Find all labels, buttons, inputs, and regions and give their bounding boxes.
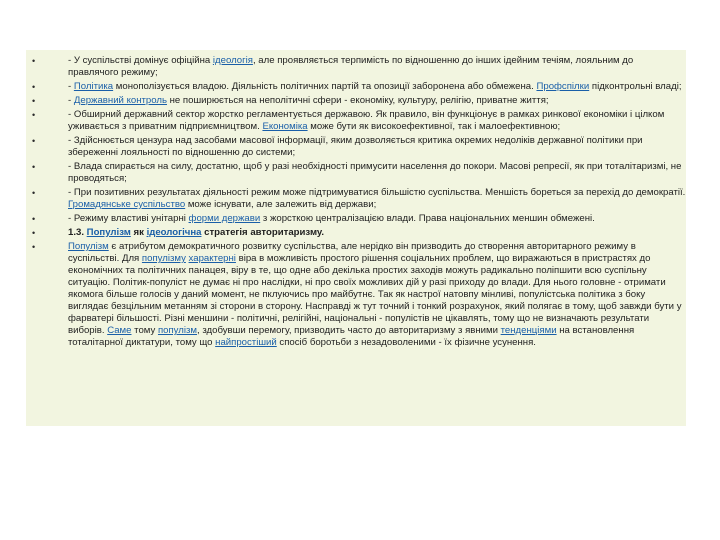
text-link[interactable]: Громадянське суспільство [68, 199, 186, 210]
text-link[interactable]: Державний контроль [73, 95, 167, 106]
text-link[interactable]: Саме [107, 325, 132, 336]
text-segment: спосіб боротьби з незадоволеними - їх фізичне усунення. [276, 337, 536, 348]
text-link[interactable]: ідеологічна [146, 227, 202, 238]
text-segment: - Влада спирається на силу, достатню, щоб у разі необхідності примусити населення до покори. Масові репресії, як при тоталітаризмі, не проводяться; [68, 161, 682, 184]
text-segment: - Обширний державний сектор жорстко регламентується державою. Як правило, він функціонує в рамках ринкової економіки і цілком уживається з приватним підприємництвом. [68, 109, 665, 132]
text-link[interactable]: найпростіший [215, 337, 277, 348]
text-segment: монополізується владою. Діяльність політичних партій та опозиції заборонена або обмежена. [113, 81, 537, 92]
text-segment: на встановлення тоталітарної диктатури, тому що [68, 325, 635, 348]
text-segment: не поширюється на неполітичні сфери - економіку, культуру, релігію, приватне життя; [166, 95, 549, 106]
text-segment: стратегія авторитаризму. [201, 227, 325, 238]
text-link[interactable]: Популізм [86, 227, 131, 238]
text-segment: є атрибутом демократичного розвитку суспільства, але нерідко він призводить до створення авторитарного режиму в суспільстві. Для [68, 241, 636, 264]
bullet-item [26, 241, 686, 349]
text-segment: може бути як високоефективної, так і малоефективною; [307, 121, 561, 132]
bullet-dot-icon: • [32, 242, 36, 252]
text-link[interactable]: ідеологія [212, 55, 253, 66]
text-segment: може існувати, але залежить від держави; [185, 199, 377, 210]
bullet-dot-icon: • [32, 82, 36, 92]
text-link[interactable]: популізму [141, 253, 186, 264]
bullet-dot-icon: • [32, 110, 36, 120]
text-link[interactable]: Економіка [262, 121, 308, 132]
text-segment: - [68, 81, 74, 92]
bullet-item [26, 187, 686, 211]
text-content-box [26, 50, 686, 426]
bullet-item [26, 161, 686, 185]
text-segment: , але проявляється терпимість по відношенню до інших ідейним течіям, лояльним до правлячого режиму; [68, 55, 634, 78]
text-segment: з жорсткою централізацією влади. Права національних меншин обмежені. [260, 213, 595, 224]
bullet-dot-icon: • [32, 214, 36, 224]
bullet-item [26, 109, 686, 133]
bullet-item [26, 95, 686, 107]
text-segment: підконтрольні владі; [589, 81, 682, 92]
text-segment: як [130, 227, 147, 238]
text-segment: - У суспільстві домінує офіційна [68, 55, 213, 66]
bullet-dot-icon: • [32, 136, 36, 146]
bullet-item [26, 55, 686, 79]
bullet-list [26, 55, 686, 351]
text-link[interactable]: Профспілки [536, 81, 590, 92]
text-segment: - При позитивних результатах діяльності режим може підтримуватися більшістю суспільства. Меншість бореться за перехід до демократії. [68, 187, 686, 198]
bullet-dot-icon: • [32, 56, 36, 66]
bullet-dot-icon: • [32, 228, 36, 238]
text-link[interactable]: форми держави [188, 213, 261, 224]
bullet-item [26, 227, 686, 239]
text-link[interactable]: Політика [73, 81, 114, 92]
text-segment: , здобувши перемогу, призводить часто до авторитаризму з явними [197, 325, 501, 336]
bullet-item [26, 213, 686, 225]
bullet-item [26, 135, 686, 159]
text-segment: тому [131, 325, 158, 336]
text-link[interactable]: популізм [157, 325, 197, 336]
bullet-item [26, 81, 686, 93]
text-segment: - [68, 95, 74, 106]
text-segment: 1.3. [68, 227, 87, 238]
text-segment: - Здійснюється цензура над засобами масової інформації, яким дозволяється критика окремих недоліків державної політики при збереженні лояльності по відношенню до системи; [68, 135, 643, 158]
text-segment: - Режиму властиві унітарні [68, 213, 189, 224]
text-segment: віра в можливість простого рішення соціальних проблем, що виражаються в пристрастях до економічних та політичних панацея, віру в те, що одне або декілька простих заходів можуть радикально поліпшити всю суспільну ситуацію. Політик-популіст не думає ні про наслідки, ні про своїх можливих дій у разі приходу до влади. Для нього головне - отримати якомога більше голосів у даний момент, не пклуючись про майбутнє. Так як настрої натовпу мінливі, популістська політика з боку виглядає безцільним метанням зі сторони в сторону. Насправді ж тут точний і тонкий розрахунок, який полягає в тому, щоб завжди бути у фарватері більшості. Різні меншини - політичні, релігійні, національні - популістів не цікавлять, тому що не визначають результати виборів. [68, 253, 682, 336]
bullet-dot-icon: • [32, 162, 36, 172]
text-link[interactable]: тенденціями [500, 325, 557, 336]
bullet-dot-icon: • [32, 96, 36, 106]
text-link[interactable]: характерні [188, 253, 236, 264]
text-link[interactable]: Популізм [68, 241, 109, 252]
bullet-dot-icon: • [32, 188, 36, 198]
